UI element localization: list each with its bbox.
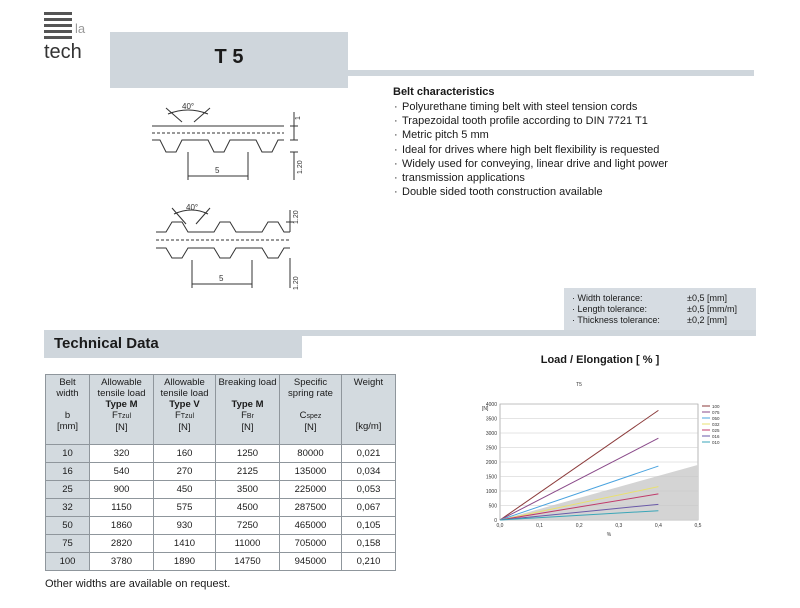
characteristic-item: · Ideal for drives where high belt flexibility is requested <box>393 143 753 157</box>
characteristic-item: · Polyurethane timing belt with steel tension cords <box>393 100 753 114</box>
table-cell: 2820 <box>90 535 154 553</box>
y-tick-label: 3500 <box>485 416 497 423</box>
table-cell: 1150 <box>90 499 154 517</box>
table-cell: 270 <box>154 463 216 481</box>
tolerance-box <box>564 288 756 332</box>
technical-data-title: Technical Data <box>54 335 159 352</box>
belt-width-cell: 10 <box>46 445 90 463</box>
legend-label: 050 <box>712 415 720 421</box>
y-tick-label: 500 <box>488 503 497 510</box>
characteristic-item: · Double sided tooth construction available <box>393 185 753 199</box>
table-cell: 0,158 <box>342 535 396 553</box>
height-label: 1.20 <box>293 210 300 224</box>
tolerance-row <box>564 315 756 326</box>
x-tick-label: 0,1 <box>536 523 544 529</box>
table-row <box>46 463 396 481</box>
y-tick-label: 0 <box>494 518 497 524</box>
characteristic-item: · Widely used for conveying, linear drive and light power <box>393 157 753 171</box>
table-cell: 320 <box>90 445 154 463</box>
y-axis-label: [N] <box>482 406 489 412</box>
logo-superscript: la <box>75 21 86 36</box>
table-cell: 540 <box>90 463 154 481</box>
table-cell: 465000 <box>280 517 342 535</box>
height-label: 1 <box>295 116 302 120</box>
belt-width-cell: 16 <box>46 463 90 481</box>
characteristic-item: · Trapezoidal tooth profile according to DIN 7721 T1 <box>393 114 753 128</box>
header-rule <box>348 70 754 76</box>
x-tick-label: 0,4 <box>654 523 662 529</box>
belt-width-cell: 100 <box>46 553 90 571</box>
table-cell: 0,105 <box>342 517 396 535</box>
table-row <box>46 535 396 553</box>
characteristic-item-continuation: · transmission applications <box>393 171 753 185</box>
double-sided-profile-drawing <box>152 202 302 294</box>
y-tick-label: 3000 <box>485 431 497 437</box>
table-body <box>46 445 396 571</box>
col-header-spring-rate: Specific spring rate Cspez [N] <box>280 375 342 445</box>
legend-label: 032 <box>712 421 720 427</box>
belt-width-cell: 75 <box>46 535 90 553</box>
table-cell: 930 <box>154 517 216 535</box>
table-cell: 11000 <box>216 535 280 553</box>
characteristic-item: · Metric pitch 5 mm <box>393 128 753 142</box>
table-cell: 135000 <box>280 463 342 481</box>
table-cell: 3780 <box>90 553 154 571</box>
angle-label: 40° <box>182 102 195 111</box>
company-logo <box>44 12 94 60</box>
col-header-tensile-m: Allowable tensile load Type M FTzul [N] <box>90 375 154 445</box>
table-cell: 450 <box>154 481 216 499</box>
x-tick-label: 0,3 <box>615 523 623 529</box>
table-cell: 575 <box>154 499 216 517</box>
section-rule <box>302 330 756 336</box>
table-cell: 0,034 <box>342 463 396 481</box>
tolerance-row <box>564 293 756 304</box>
col-header-weight: Weight [kg/m] <box>342 375 396 445</box>
tolerance-value: ±0,2 [mm] <box>687 315 727 325</box>
table-row <box>46 517 396 535</box>
y-tick-label: 4000 <box>485 402 497 408</box>
table-row <box>46 553 396 571</box>
logo-text: tech <box>44 41 82 60</box>
table-cell: 4500 <box>216 499 280 517</box>
y-tick-label: 1500 <box>485 474 497 481</box>
table-cell: 0,067 <box>342 499 396 517</box>
legend-label: 025 <box>712 427 720 433</box>
tolerance-row <box>564 304 756 315</box>
table-cell: 14750 <box>216 553 280 571</box>
page-title: T 5 <box>214 46 244 68</box>
tolerance-value: ±0,5 [mm/m] <box>687 304 737 314</box>
x-axis-label: % <box>606 532 612 538</box>
pitch-label: 5 <box>215 166 220 175</box>
tolerance-label: · Width tolerance: <box>572 293 643 303</box>
chart-title: Load / Elongation [ % ] <box>540 354 660 366</box>
y-tick-label: 1000 <box>485 489 497 495</box>
belt-width-cell: 32 <box>46 499 90 517</box>
table-row <box>46 499 396 517</box>
title-banner <box>110 32 348 88</box>
belt-width-cell: 25 <box>46 481 90 499</box>
table-cell: 1410 <box>154 535 216 553</box>
legend-label: 016 <box>712 433 720 439</box>
table-cell: 0,210 <box>342 553 396 571</box>
tolerance-value: ±0,5 [mm] <box>687 293 727 303</box>
table-cell: 705000 <box>280 535 342 553</box>
table-cell: 2125 <box>216 463 280 481</box>
col-header-belt-width: Belt width b [mm] <box>46 375 90 445</box>
load-elongation-chart <box>470 374 720 550</box>
thickness-label: 1.20 <box>297 160 304 174</box>
table-cell: 287500 <box>280 499 342 517</box>
table-cell: 160 <box>154 445 216 463</box>
table-cell: 0,021 <box>342 445 396 463</box>
y-tick-label: 2000 <box>485 460 497 466</box>
footnote: Other widths are available on request. <box>45 578 231 590</box>
single-sided-profile-drawing <box>148 100 308 188</box>
x-tick-label: 0,5 <box>694 523 702 529</box>
table-cell: 900 <box>90 481 154 499</box>
table-row <box>46 445 396 463</box>
table-cell: 225000 <box>280 481 342 499</box>
characteristics-list <box>393 100 753 199</box>
y-tick-label: 2500 <box>485 445 497 452</box>
col-header-tensile-v: Allowable tensile load Type V FTzul [N] <box>154 375 216 445</box>
tolerance-label: · Length tolerance: <box>572 304 648 314</box>
chart-inner-title: T5 <box>576 382 582 388</box>
table-row <box>46 481 396 499</box>
table-header-row <box>46 375 396 445</box>
thickness-label: 1.20 <box>293 276 300 290</box>
x-tick-label: 0,2 <box>575 523 583 529</box>
table-cell: 3500 <box>216 481 280 499</box>
table-cell: 80000 <box>280 445 342 463</box>
table-cell: 1250 <box>216 445 280 463</box>
table-cell: 1860 <box>90 517 154 535</box>
angle-label: 40° <box>186 203 199 212</box>
tolerance-label: · Thickness tolerance: <box>572 315 660 325</box>
col-header-breaking-load: Breaking load Type M FBr [N] <box>216 375 280 445</box>
belt-width-cell: 50 <box>46 517 90 535</box>
technical-data-table <box>45 374 396 571</box>
table-cell: 1890 <box>154 553 216 571</box>
legend-label: 075 <box>712 409 720 415</box>
pitch-label: 5 <box>219 274 224 283</box>
legend-label: 010 <box>712 439 720 445</box>
legend-label: 100 <box>712 403 720 409</box>
technical-data-banner <box>44 330 302 358</box>
table-cell: 945000 <box>280 553 342 571</box>
x-tick-label: 0,0 <box>496 523 504 529</box>
table-cell: 7250 <box>216 517 280 535</box>
table-cell: 0,053 <box>342 481 396 499</box>
characteristics-title: Belt characteristics <box>393 86 495 98</box>
